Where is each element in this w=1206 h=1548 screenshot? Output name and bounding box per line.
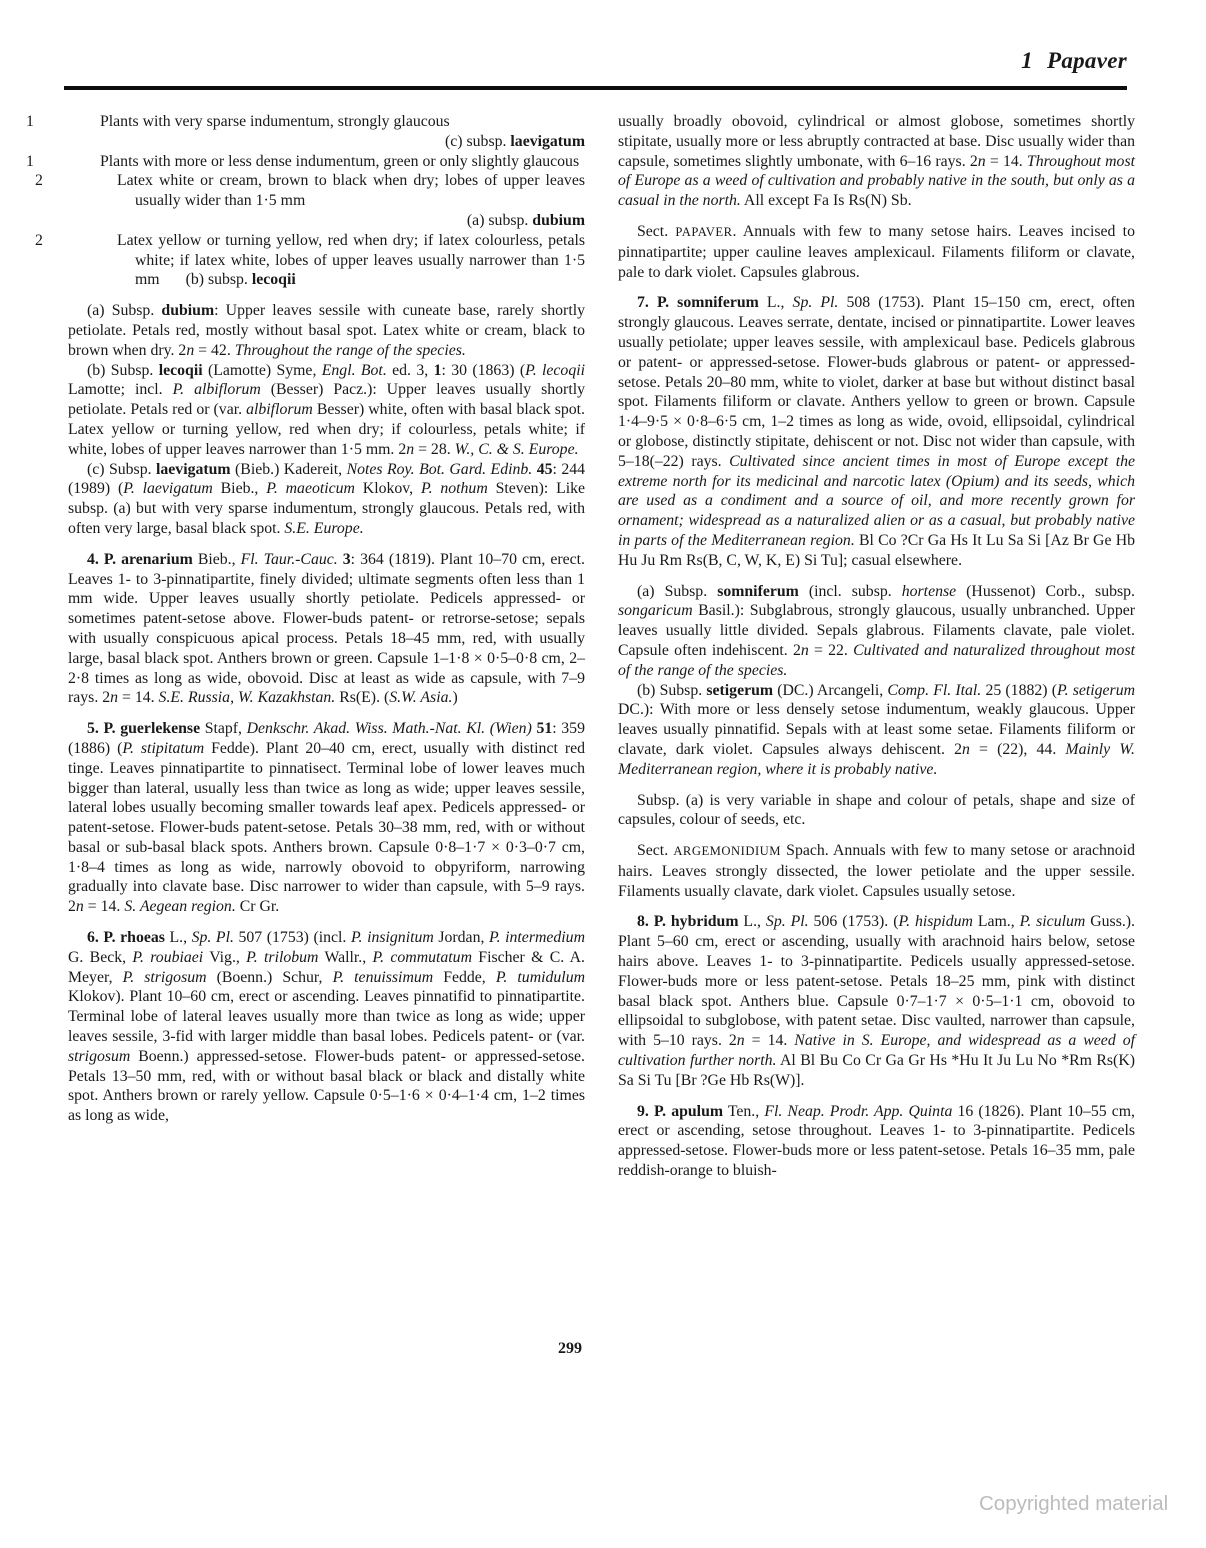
text-run: setigerum xyxy=(706,681,774,699)
text-run: L., xyxy=(164,929,192,947)
text-run: Sp. Pl. xyxy=(792,294,839,312)
text-run: Cultivated and naturalized throughout most of the range of the species. xyxy=(618,641,1135,679)
text-run: : Upper leaves sessile with cuneate base, rarely shortly petiolate. Petals red, mostly without basal spot. Latex white or cream, black to brown when dry. 2 xyxy=(68,302,585,359)
text-columns xyxy=(26,112,1136,1181)
text-run: Cr Gr. xyxy=(235,898,280,916)
text-run: : 364 (1819). Plant 10–70 cm, erect. Leaves 1- to 3-pinnatipartite, finely divided; ultimate segments often less than 1 mm wide. Upper leaves usually shortly petiolate. Pedicels appressed- or sometimes patent-setose above. Flower-buds patent- or retrorse-setose; sepals with usually conspicuous apical process. Petals 18–45 mm, red, with usually large, basal black spot. Anthers brown or green. Capsule 1–1·8 × 0·5–0·8 cm, 2–2·8 times as long as wide, obovoid. Disc at least as wide as capsule, with 7–9 rays. 2 xyxy=(68,550,585,707)
text-run: (b) Subsp. xyxy=(87,361,159,379)
text-run: Sp. Pl. xyxy=(765,913,809,931)
text-run: Latex white or cream, brown to black when dry; lobes of upper leaves usually wider than 1·5 mm xyxy=(117,172,585,210)
text-run: (a) subsp. xyxy=(466,211,533,229)
text-run: P. strigosum xyxy=(122,968,207,986)
text-run: Plants with very sparse indumentum, strongly glaucous xyxy=(100,113,450,130)
text-run: Spach. Annuals with few to many setose or arachnoid hairs. Leaves strongly dissected, the lower petiolate and the upper sessile. Filaments usually clavate, dark violet. Capsules usually setose. xyxy=(618,842,1135,900)
header-rule xyxy=(64,86,1127,90)
text-run: P. lecoqii xyxy=(525,361,585,379)
text-run: = 14. xyxy=(744,1032,795,1050)
left-column xyxy=(26,112,586,1181)
text-run: 1 xyxy=(433,361,442,379)
text-run: 5. P. guerlekense xyxy=(87,720,201,738)
key-number: 1 xyxy=(26,113,34,130)
text-run: Al Bl Bu Co Cr Ga Gr Hs *Hu It Ju Lu No *Rm Rs(K) Sa Si Tu [Br ?Ge Hb Rs(W)]. xyxy=(618,1052,1135,1089)
text-run: = 14. xyxy=(985,152,1027,170)
text-run: Fedde). Plant 20–40 cm, erect, usually with distinct red tinge. Leaves pinnatipartite to pinnatisect. Terminal lobe of lower leaves much bigger than lateral, usually less than twice as long as wide; upper leaves sessile, lateral lobes usually becoming smaller towards leaf apex. Pedicels appressed- or patent-setose. Flower-buds patent-setose. Petals 30–38 mm, red, with or without basal or sub-basal black spots. Anthers brown. Capsule 0·8–1·7 × 0·3–0·7 cm, 1·8–4 times as long as wide, narrowly obovoid to obpyriform, narrowing gradually into clavate base. Disc narrower to wider than capsule, with 5–9 rays. 2 xyxy=(68,739,585,916)
text-run: laevigatum xyxy=(510,132,585,150)
text-run: laevigatum xyxy=(156,460,231,478)
text-run: Mainly W. Mediterranean region, where it is probably native. xyxy=(618,740,1135,778)
right-column xyxy=(618,112,1135,1181)
key-result xyxy=(68,132,585,152)
text-run: Latex yellow or turning yellow, red when dry; if latex colourless, petals white; if latex white, lobes of upper leaves usually narrower than 1·5 mm xyxy=(117,231,585,289)
text-run: P. stipitatum xyxy=(122,739,205,757)
text-run: Stapf, xyxy=(200,720,247,738)
running-head xyxy=(64,48,1127,74)
text-run: S.W. Asia. xyxy=(389,689,453,707)
key-number: 2 xyxy=(35,231,43,249)
text-run: ARGEMONIDIUM xyxy=(673,844,782,859)
text-run: Klokov). Plant 10–60 cm, erect or ascending. Leaves pinnatifid to pinnatipartite. Terminal lobe of lateral leaves usually more than twice as long as wide; upper leaves sessile, 3-fid with larger middle than basal lobes. Pedicels patent- or (var. xyxy=(68,988,585,1046)
text-run: P. siculum xyxy=(1019,913,1086,931)
text-run: Fl. Neap. Prodr. App. Quinta xyxy=(764,1102,953,1120)
text-run: 8. P. hybridum xyxy=(637,913,739,931)
subspecies-paragraph xyxy=(68,460,585,539)
text-run: 7. P. somniferum xyxy=(637,294,759,312)
text-run: 25 (1882) ( xyxy=(981,681,1057,699)
text-run: Bieb., xyxy=(192,550,241,568)
text-run: PAPAVER xyxy=(675,224,733,239)
text-run: P. nothum xyxy=(420,480,488,498)
text-run: n xyxy=(110,689,119,707)
text-run: n xyxy=(977,152,986,170)
text-run: DC.): With more or less densely setose indumentum, weakly glaucous. Upper leaves usually pinnatifid. Sepals with at least some setae. Filaments filiform or clavate, dark violet. Capsules always dehiscent. 2 xyxy=(618,701,1135,758)
text-run: 45 xyxy=(536,460,553,478)
text-run: Jordan, xyxy=(433,929,489,947)
text-run: Bieb., xyxy=(212,480,267,498)
text-run: Rs(E). ( xyxy=(335,689,390,707)
text-run: = 14. xyxy=(118,689,159,707)
key-item xyxy=(26,112,585,132)
text-run: (Bieb.) Kadereit, xyxy=(230,460,347,478)
text-run: Engl. Bot. xyxy=(321,361,387,379)
species-entry xyxy=(68,550,585,708)
text-run: Fischer & C. A. Meyer, xyxy=(68,948,585,986)
subspecies-paragraph xyxy=(618,681,1135,780)
text-run: = 28. xyxy=(414,440,455,458)
text-run: P. commutatum xyxy=(372,948,472,966)
text-run: Lam., xyxy=(972,913,1020,931)
text-run: (a) Subsp. xyxy=(637,582,718,600)
text-run: hortense xyxy=(901,582,957,600)
text-run: Notes Roy. Bot. Gard. Edinb. xyxy=(346,460,533,478)
species-entry xyxy=(618,912,1135,1090)
text-run: Comp. Fl. Ital. xyxy=(887,681,982,699)
text-run: Subsp. (a) is very variable in shape and colour of petals, shape and size of capsules, colour of seeds, etc. xyxy=(618,791,1135,829)
text-run: n xyxy=(186,341,195,359)
text-run: ) xyxy=(452,689,458,707)
text-run: strigosum xyxy=(68,1047,131,1065)
text-run: P. maeoticum xyxy=(266,480,355,498)
text-run: Sect. xyxy=(637,842,674,860)
text-run: Basil.): Subglabrous, strongly glaucous, usually unbranched. Upper leaves usually little divided. Sepals glabrous. Filaments clavate, pale violet. Capsule often indehiscent. 2 xyxy=(618,602,1135,659)
text-run: = (22), 44. xyxy=(969,740,1066,758)
text-run: (b) subsp. xyxy=(185,271,252,289)
page-number: 299 xyxy=(558,1340,582,1357)
text-run: L., xyxy=(738,913,766,931)
text-run: (DC.) Arcangeli, xyxy=(773,681,888,699)
text-run: (Lamotte) Syme, xyxy=(202,361,322,379)
section-heading-paragraph xyxy=(618,222,1135,282)
text-run: 506 (1753). ( xyxy=(808,913,899,931)
text-run: lecoqii xyxy=(158,361,203,379)
text-run: Cultivated since ancient times in most of Europe except the extreme north for its medicinal and narcotic latex (Opium) and its seeds, which are used as a condiment and a source of oil, and more recently grown for ornament; widespread as a naturalized alien or as a casual, but probably native in parts of the Mediterranean region. xyxy=(618,452,1135,549)
text-run: ed. 3, xyxy=(386,361,434,379)
chapter-number: 1 xyxy=(1021,48,1033,73)
text-run: Lamotte; incl. xyxy=(68,381,173,399)
text-run: dubium xyxy=(161,302,215,320)
text-run: n xyxy=(961,740,970,758)
text-run: = 42. xyxy=(194,341,235,359)
copyright-watermark: Copyrighted material xyxy=(979,1492,1169,1515)
text-run: P. intermedium xyxy=(489,929,585,947)
text-run: Fedde, xyxy=(433,968,496,986)
text-run: Denkschr. Akad. Wiss. Math.-Nat. Kl. (Wien) xyxy=(246,720,532,738)
text-run: : 359 (1886) ( xyxy=(68,720,585,757)
key-item xyxy=(35,231,585,290)
species-entry xyxy=(618,293,1135,570)
text-run: Throughout most of Europe as a weed of cultivation and probably native in the south, but only as a casual in the north. xyxy=(618,152,1135,210)
text-run: Steven): Like subsp. (a) but with very sparse indumentum, strongly glaucous. Petals red, with often very large, basal black spot. xyxy=(68,480,586,537)
section-heading-paragraph xyxy=(618,841,1135,901)
text-run: dubium xyxy=(532,211,585,229)
text-run: 3 xyxy=(342,550,351,568)
text-run: lecoqii xyxy=(251,271,296,289)
text-run: Bl Co ?Cr Ga Hs It Lu Sa Si [Az Br Ge Hb Hu Ju Rm Rs(B, C, W, K, E) Si Tu]; casual elsewhere. xyxy=(618,531,1135,569)
subspecies-paragraph xyxy=(68,361,585,460)
text-run: S. Aegean region. xyxy=(124,898,236,916)
text-run: L., xyxy=(758,294,793,312)
text-run: = 22. xyxy=(808,641,854,659)
text-run: G. Beck, xyxy=(68,948,133,966)
text-run: All except Fa Is Rs(N) Sb. xyxy=(740,192,912,210)
text-run: (incl. subsp. xyxy=(798,582,902,600)
text-run: albiflorum xyxy=(246,401,313,419)
text-run: Sect. xyxy=(637,222,676,240)
text-run: P. setigerum xyxy=(1056,681,1136,699)
text-run: n xyxy=(736,1032,745,1050)
text-run: (b) Subsp. xyxy=(637,681,707,699)
text-run: P. albiflorum xyxy=(172,381,261,399)
text-run: Fl. Taur.-Cauc. xyxy=(240,550,338,568)
text-run: Throughout the range of the species. xyxy=(234,341,466,359)
text-run: n xyxy=(800,641,809,659)
continuation-paragraph xyxy=(618,112,1135,211)
text-run: P. hispidum xyxy=(898,913,973,931)
text-run: (Hussenot) Corb., subsp. xyxy=(956,582,1135,600)
text-run: . Annuals with few to many setose hairs. Leaves incised to pinnatipartite; upper cauline leaves amplexicaul. Filaments filiform or clavate, pale to dark violet. Capsules glabrous. xyxy=(618,222,1135,281)
text-run: S.E. Russia, W. Kazakhstan. xyxy=(158,689,336,707)
text-run: songaricum xyxy=(618,602,693,620)
text-run: somniferum xyxy=(717,582,799,600)
text-run: Klokov, xyxy=(354,480,421,498)
key-result xyxy=(68,211,585,231)
text-run: P. trilobum xyxy=(246,948,319,966)
text-run: 507 (1753) (incl. xyxy=(233,929,351,947)
key-item xyxy=(26,152,585,172)
text-run: P. laevigatum xyxy=(123,480,213,498)
text-run: usually broadly obovoid, cylindrical or almost globose, sometimes shortly stipitate, usually more or less abruptly contracted at base. Disc usually wider than capsule, sometimes slightly umbonate, with 6–16 rays. 2 xyxy=(618,113,1135,170)
species-entry xyxy=(68,719,585,917)
text-run: : 30 (1863) ( xyxy=(441,361,526,379)
note-paragraph xyxy=(618,791,1135,831)
text-run: W., C. & S. Europe. xyxy=(454,440,579,458)
text-run: Native in S. Europe, and widespread as a weed of cultivation further north. xyxy=(618,1032,1135,1070)
text-run: : 244 (1989) ( xyxy=(68,460,586,498)
text-run: P. insignitum xyxy=(350,929,434,947)
text-run: (Boenn.) Schur, xyxy=(206,968,333,986)
text-run: Besser) white, often with basal black spot. Latex yellow or turning yellow, red when dry; if colourless, petals white; if white, lobes of upper leaves narrower than 1·5 mm. 2 xyxy=(68,401,586,458)
subspecies-paragraph xyxy=(68,301,585,360)
subspecies-paragraph xyxy=(618,582,1135,681)
text-run: 16 (1826). Plant 10–55 cm, erect or ascending, setose throughout. Leaves 1- to 3-pinnatipartite. Pedicels appressed-setose. Flower-buds more or less patent-setose. Petals 16–35 mm, pale reddish-orange to bluish- xyxy=(618,1102,1135,1180)
text-run: P. tenuissimum xyxy=(332,968,434,986)
text-run: Wallr., xyxy=(318,948,373,966)
text-run: 51 xyxy=(536,720,553,738)
text-run: Sp. Pl. xyxy=(191,929,234,947)
text-run: = 14. xyxy=(83,898,125,916)
text-run: (c) Subsp. xyxy=(87,460,156,478)
text-run: (c) subsp. xyxy=(445,132,511,150)
text-run: Boenn.) appressed-setose. Flower-buds patent- or appressed-setose. Petals 13–50 mm, red, with or without basal black or black and distally white spot. Anthers brown or rarely yellow. Capsule 0·5–1·6 × 0·4–1·4 cm, 1–2 times as long as wide, xyxy=(68,1047,585,1125)
text-run: 508 (1753). Plant 15–150 cm, erect, often strongly glaucous. Leaves serrate, dentate, incised or pinnatipartite. Lower leaves usually petiolate; upper leaves sessile, with amplexicaul base. Pedicels glabrous or patent- or appressed-setose. Flower-buds glabrous or patent- or appressed-setose. Petals 20–80 mm, white to violet, darker at base but without distinct basal spot. Filaments filiform or clavate. Anthers yellow to green or brown. Capsule 1·4–9·5 × 0·8–6·5 cm, 1–2 times as long as wide, ovoid, ellipsoidal, cylindrical or globose, distinctly stipitate, dehiscent or not. Disc not wider than capsule, with 5–18(–22) rays. xyxy=(618,294,1135,470)
text-run: Vig., xyxy=(203,948,247,966)
text-run: n xyxy=(406,440,415,458)
text-run: P. tumidulum xyxy=(495,968,585,986)
text-run: n xyxy=(75,898,84,916)
text-run: (Besser) Pacz.): Upper leaves usually shortly petiolate. Petals red or (var. xyxy=(68,381,585,419)
text-run: 6. P. rhoeas xyxy=(87,929,165,947)
text-run: P. roubiaei xyxy=(132,948,204,966)
text-run: 4. P. arenarium xyxy=(87,550,193,568)
species-entry xyxy=(618,1102,1135,1181)
key-item xyxy=(35,171,585,211)
genus-title: Papaver xyxy=(1046,48,1127,73)
key-number: 1 xyxy=(26,152,34,170)
text-run: Guss.). Plant 5–60 cm, erect or ascending, usually with arachnoid hairs below, setose hairs above. Leaves 1- to 3-pinnatipartite. Pedicels usually appressed-setose. Flower-buds more or less patent-setose. Petals 18–25 mm, pink with distinct basal black spot. Anthers blue. Capsule 0·7–1·7 × 0·5–1·1 cm, obovoid to ellipsoidal to subglobose, with patent setae. Disc vaulted, narrower than capsule, with 5–10 rays. 2 xyxy=(618,913,1135,1050)
text-run: (a) Subsp. xyxy=(87,302,162,320)
text-run: Ten., xyxy=(723,1102,765,1120)
text-run: 9. P. apulum xyxy=(637,1102,724,1120)
text-run: S.E. Europe. xyxy=(284,519,364,537)
key-number: 2 xyxy=(35,172,43,190)
text-run: Plants with more or less dense indumentum, green or only slightly glaucous xyxy=(100,152,580,170)
species-entry xyxy=(68,928,585,1126)
